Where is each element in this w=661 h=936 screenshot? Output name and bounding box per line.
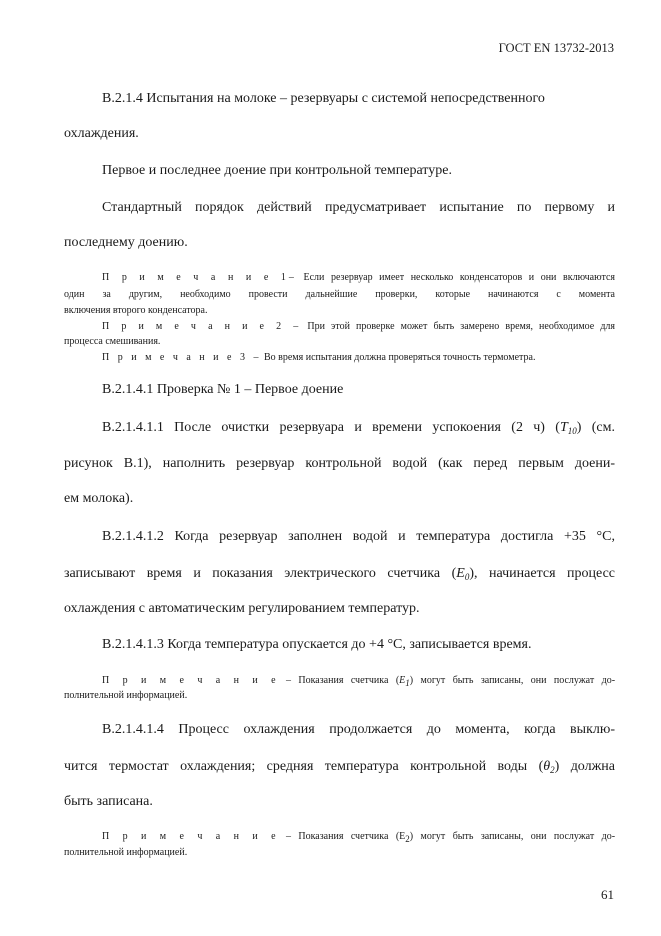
paragraph-standard-line1: Стандартный порядок действий предусматривает испытание по первому и	[102, 200, 615, 215]
document-code-header: ГОСТ EN 13732-2013	[498, 41, 614, 55]
t10-variable: $T_{10}$	[559, 420, 577, 436]
paragraph-41-1-line2: рисунок В.1), наполнить резервуар контрольной водой (как перед первым доени-	[64, 456, 615, 471]
paragraph-41-1-text-a: В.2.1.4.1.1 После очистки резервуара и времени успокоения (2 ч) (	[102, 420, 560, 435]
note-bottom-label: П р и м е ч а н и е	[102, 831, 279, 842]
note-1-line3: включения второго конденсатора.	[64, 305, 208, 316]
paragraph-41-2-text-a: записывают время и показания электрического счетчика (	[64, 566, 457, 581]
paragraph-41-2-line3: охлаждения с автоматическим регулированием температур.	[64, 601, 420, 616]
note-1-line2: один за другим, необходимо провести дальнейшие проверки, которые начинаются с момента	[64, 289, 615, 300]
note-2-line1	[64, 320, 615, 333]
note-1-text: Если резервуар имеет несколько конденсаторов и они включаются	[303, 272, 615, 283]
note-mid-text-a: Показания счетчика (	[298, 675, 400, 686]
paragraph-standard-line2: последнему доению.	[64, 235, 188, 250]
paragraph-41-1-text-b: ) (см.	[576, 420, 615, 435]
note-mid-label: П р и м е ч а н и е	[102, 675, 279, 686]
note-bottom-dash: –	[285, 831, 291, 842]
paragraph-41-4-line3: быть записана.	[64, 794, 153, 809]
e0-variable: $E_0$	[456, 566, 470, 582]
note-bottom-line1	[64, 830, 615, 843]
e1-variable: $E_1$	[399, 675, 410, 688]
note-1-label: П р и м е ч а н и е 1–	[102, 272, 297, 283]
e2-subscript: 2	[405, 834, 410, 844]
paragraph-first-last-milking: Первое и последнее доение при контрольной температуре.	[102, 163, 452, 178]
section-b2141-heading: В.2.1.4.1 Проверка № 1 – Первое доение	[102, 382, 344, 397]
note-1-line1	[64, 271, 615, 284]
note-mid-text-b: ) могут быть записаны, они послужат до-	[409, 675, 616, 686]
paragraph-41-4-line1: В.2.1.4.1.4 Процесс охлаждения продолжается до момента, когда выклю-	[102, 722, 615, 737]
paragraph-41-4-line2	[64, 759, 615, 774]
paragraph-41-4-text-b: ) должна	[554, 759, 615, 774]
theta2-variable: $\theta_2$	[543, 759, 555, 775]
note-3-line1	[64, 351, 615, 364]
paragraph-41-3: В.2.1.4.1.3 Когда температура опускается до +4 °С, записывается время.	[102, 637, 532, 652]
paragraph-41-1-line1	[64, 420, 615, 435]
note-3-label: П р и м е ч а н и е 3 –	[102, 352, 262, 363]
note-2-line2: процесса смешивания.	[64, 336, 161, 347]
paragraph-41-4-text-a: чится термостат охлаждения; средняя температура контрольной воды (	[64, 759, 544, 774]
section-b214-line2: охлаждения.	[64, 126, 139, 141]
note-3-text: Во время испытания должна проверяться точность термометра.	[263, 352, 536, 363]
note-mid-dash: –	[285, 675, 291, 686]
note-bottom-text-a: Показания счетчика (E	[298, 831, 406, 842]
note-bottom-text-b: ) могут быть записаны, они послужат до-	[409, 831, 616, 842]
note-2-text: При этой проверке может быть замерено время, необходимое для	[307, 321, 616, 332]
paragraph-41-2-text-b: ), начинается процесс	[469, 566, 615, 581]
paragraph-41-2-line1: В.2.1.4.1.2 Когда резервуар заполнен водой и температура достигла +35 °С,	[102, 529, 615, 544]
note-mid-line1	[64, 674, 615, 687]
page-number: 61	[601, 887, 614, 902]
section-b214-line1: В.2.1.4 Испытания на молоке – резервуары с системой непосредственного	[102, 91, 545, 106]
note-2-label: П р и м е ч а н и е 2 –	[102, 321, 302, 332]
note-mid-line2: полнительной информацией.	[64, 690, 188, 701]
paragraph-41-2-line2	[64, 566, 615, 581]
paragraph-41-1-line3: ем молока).	[64, 491, 134, 506]
note-bottom-line2: полнительной информацией.	[64, 847, 188, 858]
